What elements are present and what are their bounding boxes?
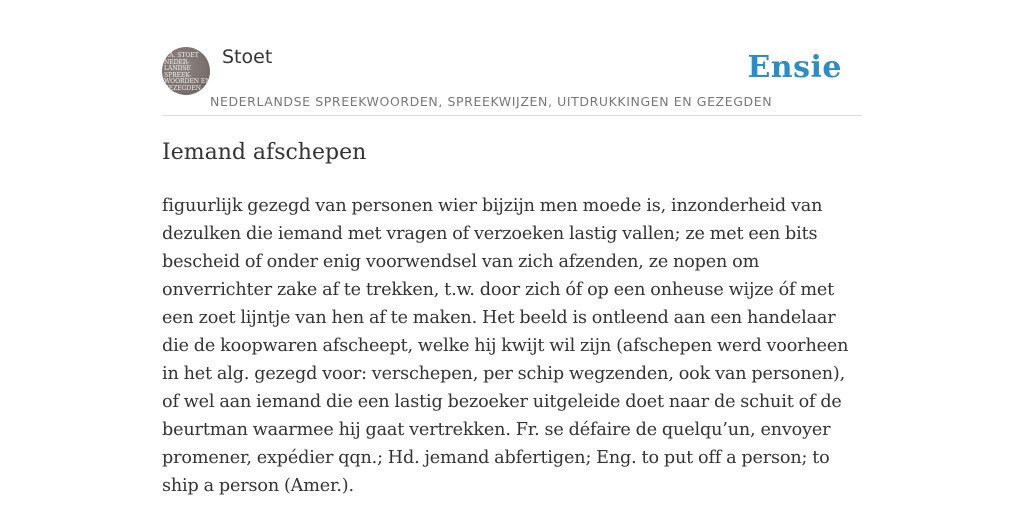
ensie-logo[interactable]: Ensie (747, 50, 842, 85)
entry-title: Iemand afschepen (162, 140, 367, 165)
source-subtitle: NEDERLANDSE SPREEKWOORDEN, SPREEKWIJZEN, UITDRUKKINGEN EN GEZEGDEN (210, 94, 773, 109)
entry-definition: figuurlijk gezegd van personen wier bijzijn men moede is, inzonderheid van dezulken die iemand met vragen of verzoeken lastig vallen; ze met een bits bescheid of onder enig voorwendsel van zich afzenden, ze nopen om onverrichter zake af te trekken, t.w. door zich óf op een onheuse wijze óf met een zoet lijntje van hen af te maken. Het beeld is ontleend aan een handelaar die de koopwaren afscheept, welke hij kwijt wil zijn (afschepen werd voorheen in het alg. gezegd voor: verschepen, per schip wegzenden, ook van personen), of wel aan iemand die een lastig bezoeker uitgeleide doet naar de schuit of de beurtman waarmee hij gaat vertrekken. Fr. se défaire de quelqu’un, envoyer promener, expédier qqn.; Hd. jemand abfertigen; Eng. to put off a person; to ship a person (Amer.). (162, 196, 849, 496)
source-name[interactable]: Stoet (222, 46, 273, 68)
header-divider (162, 115, 862, 116)
entry-card (162, 0, 862, 512)
avatar-book-cover-text: F.A. STOET NEDER- LANDSE SPREEK- WOORDEN EN GEZEGDEN (164, 52, 210, 92)
source-avatar[interactable] (162, 47, 210, 95)
